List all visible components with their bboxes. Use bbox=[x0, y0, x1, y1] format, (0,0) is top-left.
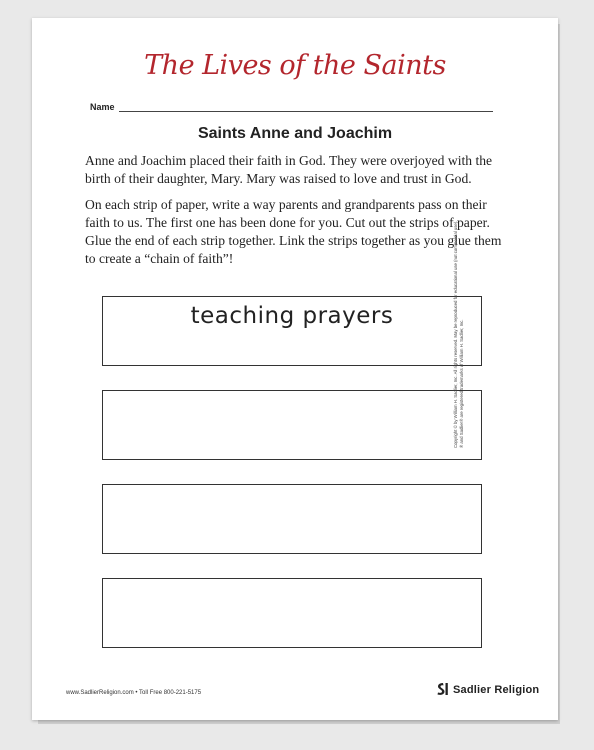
sadlier-logo-icon bbox=[436, 682, 449, 697]
footer-contact: www.SadlierReligion.com • Toll Free 800-221-5175 bbox=[66, 690, 202, 696]
series-title: The Lives of the Saints bbox=[144, 50, 446, 81]
paper-strip bbox=[102, 390, 482, 460]
name-row bbox=[90, 102, 493, 112]
logo-text: Sadlier Religion bbox=[453, 683, 540, 696]
paper-strip bbox=[102, 296, 482, 366]
worksheet-heading: Saints Anne and Joachim bbox=[197, 125, 393, 142]
paper-strip bbox=[102, 578, 482, 648]
trademark-line: ® and Sadlier® are registered trademarks of William H. Sadlier, Inc. bbox=[459, 319, 464, 448]
name-label: Name bbox=[90, 102, 115, 112]
publisher-logo bbox=[436, 682, 539, 697]
intro-paragraph: Anne and Joachim placed their faith in God. They were overjoyed with the birth of their daughter, Mary. Mary was raised to love and trust in God. bbox=[85, 153, 493, 186]
worksheet-page bbox=[32, 18, 558, 720]
strip-text: teaching prayers bbox=[190, 303, 394, 329]
paper-strip bbox=[102, 484, 482, 554]
copyright-notice bbox=[453, 68, 465, 448]
instructions-paragraph: On each strip of paper, write a way parents and grandparents pass on their faith to us. The first one has been done for you. Cut out the strips of paper. Glue the end of each strip together. Link the strips together as you glue them to create a “chain of faith”! bbox=[85, 197, 502, 266]
name-line bbox=[119, 102, 493, 112]
copyright-line: Copyright © by William H. Sadlier, Inc. All rights reserved. May be reproduced for educational use (not commercial use). bbox=[453, 220, 458, 448]
